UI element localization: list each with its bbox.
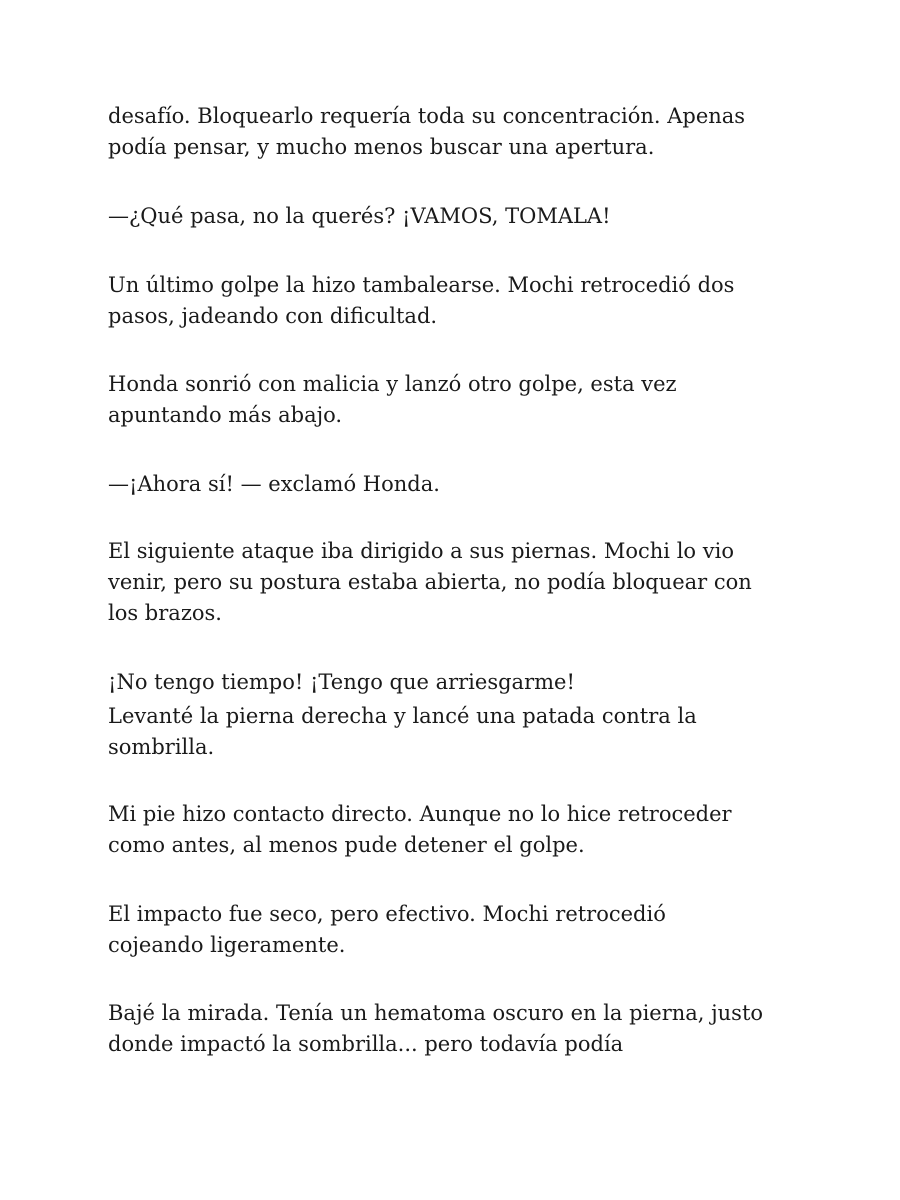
paragraph-1 <box>108 101 808 163</box>
text-line: El impacto fue seco, pero efectivo. Mochi retrocedió <box>108 902 666 926</box>
text-line: como antes, al menos pude detener el golpe. <box>108 833 585 857</box>
text-line: apuntando más abajo. <box>108 403 343 427</box>
text-line: los brazos. <box>108 601 222 625</box>
text-line: Mi pie hizo contacto directo. Aunque no lo hice retroceder <box>108 802 732 826</box>
paragraph-3 <box>108 270 808 332</box>
text-line: venir, pero su postura estaba abierta, no podía bloquear con <box>108 570 752 594</box>
text-line: ¡No tengo tiempo! ¡Tengo que arriesgarme! <box>108 670 575 694</box>
paragraph-5 <box>108 469 808 500</box>
paragraph-9 <box>108 799 808 861</box>
text-line: Honda sonrió con malicia y lanzó otro golpe, esta vez <box>108 372 677 396</box>
text-line: El siguiente ataque iba dirigido a sus piernas. Mochi lo vio <box>108 539 734 563</box>
text-line: —¿Qué pasa, no la querés? ¡VAMOS, TOMALA! <box>108 204 611 228</box>
paragraph-6 <box>108 536 808 629</box>
paragraph-7 <box>108 667 808 698</box>
text-line: desafío. Bloquearlo requería toda su concentración. Apenas <box>108 104 746 128</box>
text-line: podía pensar, y mucho menos buscar una apertura. <box>108 135 655 159</box>
text-line: —¡Ahora sí! — exclamó Honda. <box>108 472 440 496</box>
text-line: Levanté la pierna derecha y lancé una patada contra la <box>108 704 697 728</box>
text-line: cojeando ligeramente. <box>108 933 346 957</box>
paragraph-8 <box>108 701 808 763</box>
paragraph-2 <box>108 201 808 232</box>
text-line: donde impactó la sombrilla... pero todavía podía <box>108 1032 624 1056</box>
paragraph-10 <box>108 899 808 961</box>
text-line: Bajé la mirada. Tenía un hematoma oscuro en la pierna, justo <box>108 1001 764 1025</box>
paragraph-4 <box>108 369 808 431</box>
text-line: pasos, jadeando con dificultad. <box>108 304 438 328</box>
text-line: sombrilla. <box>108 735 215 759</box>
text-line: Un último golpe la hizo tambalearse. Mochi retrocedió dos <box>108 273 735 297</box>
paragraph-11 <box>108 998 808 1060</box>
